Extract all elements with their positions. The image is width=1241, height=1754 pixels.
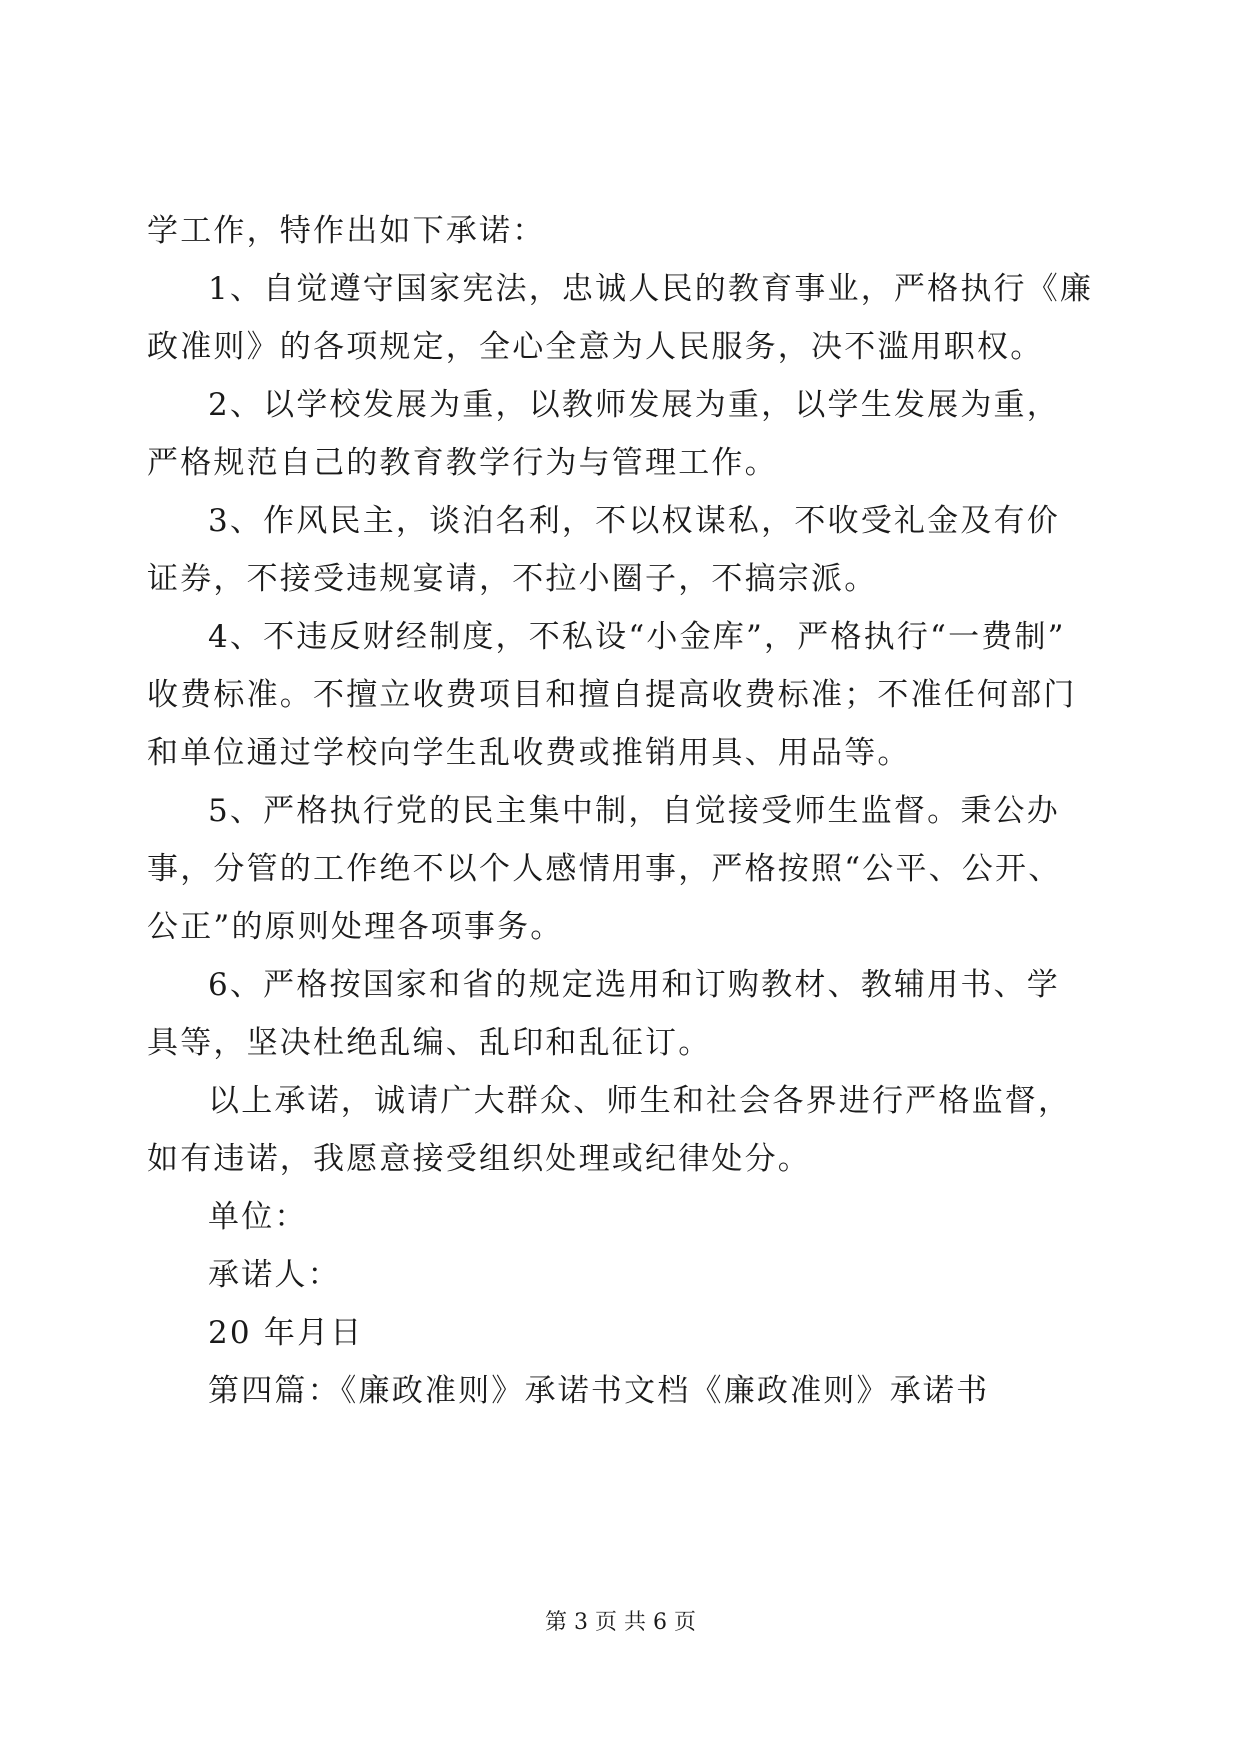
text-line: 证券，不接受违规宴请，不拉小圈子，不搞宗派。 — [147, 561, 878, 597]
text-line: 单位： — [208, 1199, 308, 1235]
page-number-footer: 第 3 页 共 6 页 — [545, 1610, 696, 1635]
text-line: 1、自觉遵守国家宪法，忠诚人民的教育事业，严格执行《廉 — [208, 271, 1094, 307]
text-line: 公正”的原则处理各项事务。 — [147, 909, 564, 945]
text-line: 第四篇：《廉政准则》承诺书文档《廉政准则》承诺书 — [208, 1373, 990, 1409]
text-line: 以上承诺，诚请广大群众、师生和社会各界进行严格监督， — [208, 1083, 1072, 1119]
text-line: 如有违诺，我愿意接受组织处理或纪律处分。 — [147, 1141, 811, 1177]
text-line: 具等，坚决杜绝乱编、乱印和乱征订。 — [147, 1025, 712, 1061]
text-line: 事，分管的工作绝不以个人感情用事，严格按照“公平、公开、 — [147, 851, 1062, 887]
text-line: 3、作风民主，谈泊名利，不以权谋私，不收受礼金及有价 — [208, 503, 1060, 539]
text-line: 4、不违反财经制度，不私设“小金库”，严格执行“一费制” — [208, 619, 1066, 655]
text-line: 5、严格执行党的民主集中制，自觉接受师生监督。秉公办 — [208, 793, 1060, 829]
text-line: 和单位通过学校向学生乱收费或推销用具、用品等。 — [147, 735, 911, 771]
text-line: 严格规范自己的教育教学行为与管理工作。 — [147, 445, 778, 481]
text-line: 收费标准。不擅立收费项目和擅自提高收费标准；不准任何部门 — [147, 677, 1077, 713]
text-line: 承诺人： — [208, 1257, 341, 1293]
text-line: 2、以学校发展为重，以教师发展为重，以学生发展为重， — [208, 387, 1060, 423]
text-line: 6、严格按国家和省的规定选用和订购教材、教辅用书、学 — [208, 967, 1060, 1003]
text-line: 政准则》的各项规定，全心全意为人民服务，决不滥用职权。 — [147, 329, 1044, 365]
text-line: 学工作，特作出如下承诺： — [147, 213, 546, 249]
text-line: 20 年月日 — [208, 1315, 364, 1351]
